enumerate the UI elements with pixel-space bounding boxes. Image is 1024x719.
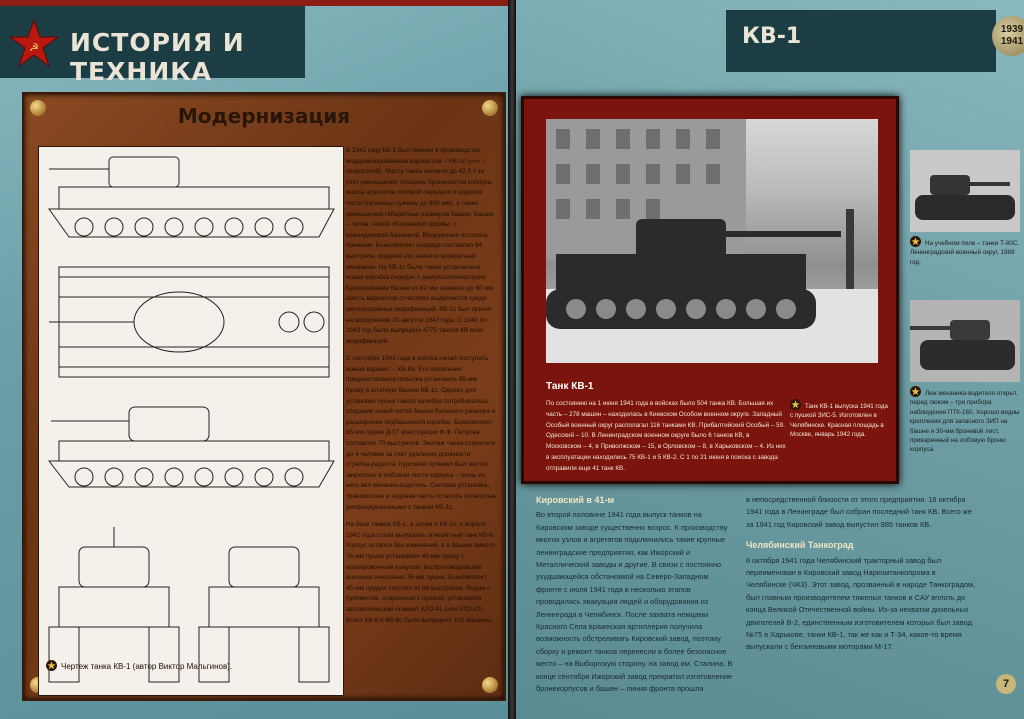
tank-drawing-svg — [39, 147, 341, 693]
left-page — [0, 0, 508, 719]
section-text: в непосредственной близости от этого предприятия. 18 октября 1941 года в Ленинграде был собран последний танк КВ. Всего же за 1941 год Кировский завод выпустил 885 танков КВ. — [746, 495, 972, 529]
caption-text: Люк механика-водителя открыт, перед люком – три прибора наблюдения ПТК-160. Хорошо видны крепления для запасного ЗИП на башне и 30-мм броневой лист, приваренный на лобовую броню корпуса. — [910, 390, 1020, 454]
tank-name-title: КВ-1 — [742, 24, 802, 49]
star-bullet-icon — [910, 236, 921, 247]
svg-text:☭: ☭ — [29, 41, 39, 54]
column-left — [536, 494, 736, 696]
tank-photo — [546, 119, 878, 363]
photo-caption — [790, 399, 890, 439]
caption-text: Танк КВ-1 выпуска 1941 года с пушкой ЗИС-5. Изготовлен в Челябинске. Красная площадь в Москве, январь 1942 года. — [790, 403, 888, 438]
paragraph: В 1942 году КВ-1 был сменен в производстве модернизированным вариантом – КВ-1с («с» – скоростной). Массу танка снизили до 42,5 т за счет уменьшения толщины бронелистов корпуса, массы агрегатов силовой передачи и ходовой части (гусеницы сужены до 608 мм), а также уменьшения габаритных размеров башни. Башня – литая, новой обтекаемой формы, с командирской башенкой. Вооружение осталось прежним. Боекомплект снаряда составлял 94 выстрела, подачей его занялся возвратный механизм. На КВ-1с была также установлена новая коробка передач с демультипликатором. Бронирование башни от 82 мм снижено до 60 мм. Шесть вариантов отчетливо выделяются среди мелкосерийных модификаций. КВ-1с был принят на вооружение 20 августа 1942 года. С 1940 по 1943 год было выпущено 4775 танков КВ всех модификаций. — [346, 147, 495, 345]
side-photo — [910, 150, 1020, 232]
side-caption — [910, 386, 1022, 455]
section-heading: Челябинский Танкоград — [746, 540, 854, 551]
star-bullet-icon — [46, 660, 57, 671]
star-bullet-icon — [910, 386, 921, 397]
tank-blueprint — [38, 146, 344, 696]
red-star-icon — [8, 18, 60, 70]
article-body — [346, 146, 496, 686]
street-tank-illustration — [546, 119, 878, 363]
side-tank-illustration — [910, 150, 1020, 232]
page-number: 7 — [996, 674, 1016, 694]
medal-year: 1939 — [1000, 24, 1024, 35]
spine-gutter — [508, 0, 516, 719]
side-caption — [910, 236, 1022, 267]
tank-name-band — [726, 10, 996, 72]
paragraph: С сентября 1943 года в войска начал поступать новый вариант – КВ-85. Его появление предшествовала попытка установить 85-мм пушку в штатную башню КВ-1с. Однако для установки пушки такого калибра потребовалось создание новой литой башни большего размера и расширение подбашенной коробки. Боекомплект 85-мм пушки Д-5Т конструкции Ф.Ф. Петрова составлял 70 выстрелов. Экипаж танка сократили до 4 человек за счет удаления должности стрелка-радиста. Курсовой пулемет был жестко закреплен в лобовом листе корпуса – огонь из него вел механик-водитель. Силовая установка, трансмиссия и ходовая часть остались полностью унифицированными с танком КВ-1с. — [346, 355, 496, 511]
paragraph: На базе танков КВ-1, а затем и КВ-1с, с апреля 1942 года стали выпускать огнеметный танк КВ-8. Корпус остался без изменений, а в башню вместо 76-мм пушки установили 45-мм пушку с маскировочным кожухом, воспроизводившим внешние очертания 76-мм пушки. Боекомплект 45-мм орудия состоял из 88 выстрелов. Рядом с пулеметом, спаренным с пушкой, установили автоматический огнемет АТО-41 (или АТО-42). Всего КВ-8 и КВ-8с было выпущено 102 машины. — [346, 521, 495, 624]
section-title: ИСТОРИЯ И ТЕХНИКА — [70, 28, 245, 86]
feature-photo-frame — [521, 96, 899, 484]
side-photo — [910, 300, 1020, 382]
right-page — [516, 0, 1024, 719]
board-heading: Модернизация — [177, 104, 351, 128]
photo-title: Танк КВ-1 — [546, 381, 594, 392]
blueprint-caption — [46, 660, 232, 671]
side-tank-illustration — [910, 300, 1020, 382]
section-header-band — [0, 6, 305, 86]
caption-text: Чертеж танка КВ-1 (автор Виктор Мальгинов). — [61, 662, 233, 671]
medal-year: 1941 — [1000, 36, 1024, 47]
years-medal — [992, 16, 1024, 56]
photo-text: По состоянию на 1 июня 1941 года в войсках было 504 танка КВ. Большая их часть – 278 машин – находилась в Киевском Особом военном округе. Западный Особый военный округ располагал 116 танками КВ. Прибалтийский Особый – 59. Одесский – 10. В Ленинградском военном округе было 6 танков КВ, в Московском – 4, в Приволжском – 15, в Орловском – 8, в Харьковском – 4. Из них в эксплуатации находились 75 КВ-1 и 5 КВ-2. С 1 по 21 июня в поиска с завода отправили еще 41 танк КВ. — [546, 400, 786, 472]
column-right — [746, 494, 976, 654]
section-heading: Кировский в 41-м — [536, 495, 615, 505]
wooden-board — [22, 92, 506, 701]
caption-text: На учебном поле – танки Т-80С. Ленинградский военный округ, 1989 год. — [910, 240, 1020, 266]
section-text: 6 октября 1941 года Челябинский тракторный завод был переименован в Кировский завод Наркомтанкопрома в Челябинске (ЧКЗ). Этот завод, прозванный в народе Танкоградом, был главным производителем тяжелых танков и САУ вплоть до конца Великой Отечественной войны. Из-за нехватки дизельных двигателей В-2, единственным изготовителем которых был завод №75 в Харькове, танки КВ-1, так же как и Т-34, какое-то время выпускали с бензиновыми моторами М-17. — [746, 555, 976, 652]
section-text: Во второй половине 1941 года выпуск танков на Кировском заводе существенно возрос. К производству многих узлов и агрегатов подключились такие крупные ленинградские предприятия, как Ижорский и Металлический заводы и другие. В связи с постоянно ухудшающейся обстановкой на Северо-Западном фронте с июля 1941 года в несколько этапов проводилась эвакуация людей и оборудования из Ленинграда в Челябинск. После захвата немцами Красного Села вражеская артиллерия получила возможность обстреливать Кировский завод, поэтому сборку и ремонт танков перенесли в более безопасное место – на Выборгскую сторону, на завод им. Сталина. В конце сентября Ижорский завод прекратил изготовление бронекорпусов и башен – линия фронта прошла — [536, 510, 733, 694]
star-bullet-icon — [790, 399, 801, 410]
